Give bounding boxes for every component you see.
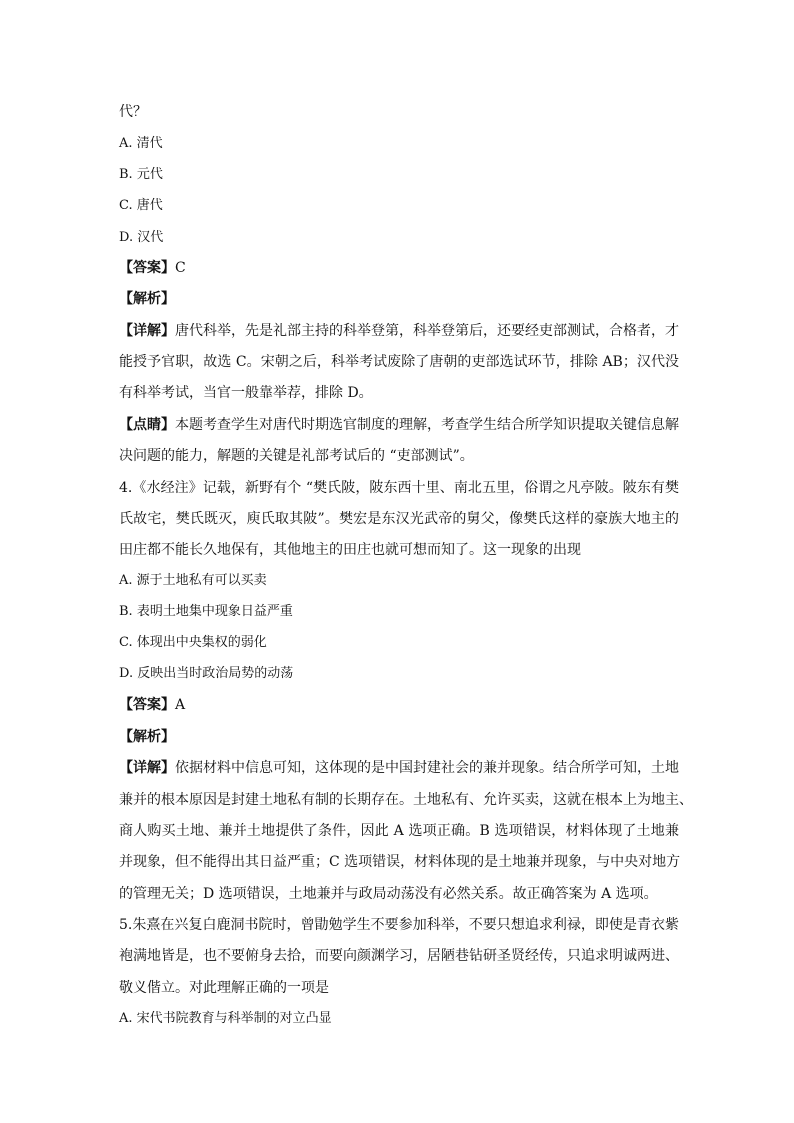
answer-value: A	[175, 697, 186, 713]
q3-detail-line-3: 有科举考试，当官一般靠举荐，排除 D。	[119, 385, 373, 401]
q4-detail-line-4: 并现象，但不能得出其日益严重；C 选项错误，材料体现的是土地兼并现象，与中央对地方	[119, 854, 681, 870]
q4-detail-line-2: 兼并的根本原因是封建土地私有制的长期存在。土地私有、允许买卖，这就在根本上为地主、	[119, 792, 693, 808]
q5-option-a: A. 宋代书院教育与科举制的对立凸显	[119, 1011, 332, 1026]
q4-option-a: A. 源于土地私有可以买卖	[119, 573, 267, 588]
q3-option-b: B. 元代	[119, 167, 163, 182]
q5-stem-line-1: 5.朱熹在兴复白鹿洞书院时，曾勖勉学生不要参加科举，不要只想追求利禄，即使是青衣紫	[119, 917, 679, 933]
q3-option-c: C. 唐代	[119, 198, 163, 213]
q3-detail-line-2: 能授予官职，故选 C。宋朝之后，科举考试废除了唐朝的吏部选试环节，排除 AB；汉代没	[119, 354, 679, 370]
point-tag: 【点睛】	[119, 417, 175, 433]
q3-detail-line-1	[119, 322, 679, 340]
q3-option-d: D. 汉代	[119, 230, 164, 245]
detail-tag: 【详解】	[119, 323, 175, 339]
q4-detail-line-1	[119, 759, 679, 777]
answer-value: C	[175, 260, 186, 276]
q4-analysis-tag	[119, 728, 679, 746]
q4-option-c: C. 体现出中央集权的弱化	[119, 635, 267, 650]
answer-tag: 【答案】	[119, 260, 175, 276]
q4-detail-line-5: 的管理无关；D 选项错误，土地兼并与政局动荡没有必然关系。故正确答案为 A 选项。	[119, 886, 658, 902]
q4-stem-line-1: 4.《水经注》记载，新野有个 “樊氏陂，陂东西十里、南北五里，俗谓之凡亭陂。陂东有樊	[119, 480, 679, 496]
detail-text: 依据材料中信息可知，这体现的是中国封建社会的兼并现象。结合所学可知，土地	[175, 760, 679, 776]
q4-stem-line-3: 田庄都不能长久地保有，其他地主的田庄也就可想而知了。这一现象的出现	[119, 542, 581, 558]
q5-stem-line-2: 袍满地皆是，也不要俯身去拾，而要向颜渊学习，居陋巷钻研圣贤经传，只追求明诚两进、	[119, 948, 679, 964]
q4-stem-line-2: 氏故宅，樊氏既灭，庾氏取其陂”。樊宏是东汉光武帝的舅父，像樊氏这样的豪族大地主的	[119, 511, 679, 527]
analysis-tag: 【解析】	[119, 729, 175, 745]
q4-answer	[119, 696, 679, 714]
detail-tag: 【详解】	[119, 760, 175, 776]
q3-point-line-2: 决问题的能力，解题的关键是礼部考试后的 “吏部测试”。	[119, 448, 474, 464]
detail-text: 唐代科举，先是礼部主持的科举登第，科举登第后，还要经吏部测试，合格者，才	[175, 323, 679, 339]
q4-option-b: B. 表明土地集中现象日益严重	[119, 604, 293, 619]
q5-stem-line-3: 敬义偕立。对此理解正确的一项是	[119, 980, 329, 996]
q3-stem-tail: 代？	[119, 104, 147, 120]
q3-analysis-tag	[119, 290, 679, 308]
q3-option-a: A. 清代	[119, 136, 163, 151]
answer-tag: 【答案】	[119, 697, 175, 713]
point-text: 本题考查学生对唐代时期选官制度的理解，考查学生结合所学知识提取关键信息解	[175, 417, 679, 433]
q4-option-d: D. 反映出当时政治局势的动荡	[119, 666, 294, 681]
q4-detail-line-3: 商人购买土地、兼并土地提供了条件，因此 A 选项正确。B 选项错误，材料体现了土地兼	[119, 823, 679, 839]
analysis-tag: 【解析】	[119, 291, 175, 307]
q3-point-line-1	[119, 416, 679, 434]
q3-answer	[119, 259, 679, 277]
